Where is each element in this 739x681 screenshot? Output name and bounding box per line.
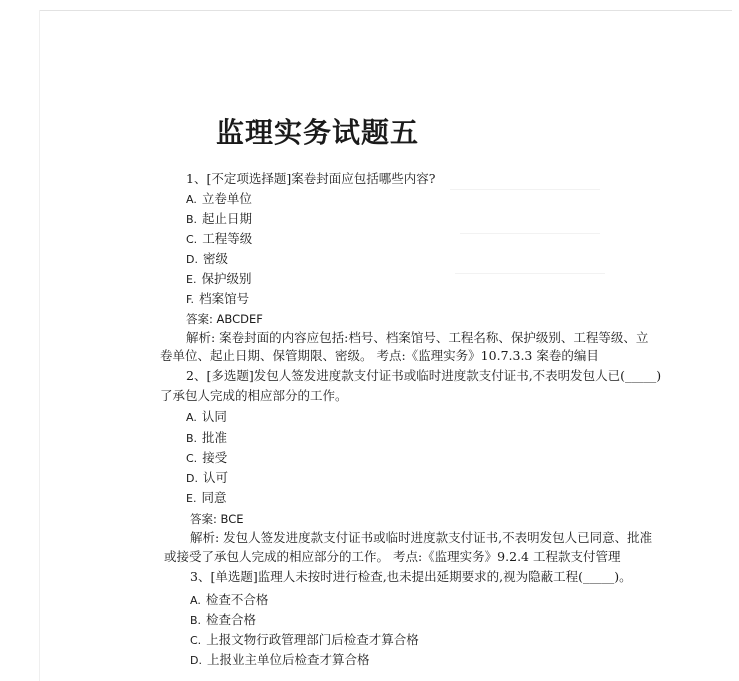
question-1-option-b: B. 起止日期 [186, 211, 253, 226]
question-3-option-b: B. 检查合格 [190, 612, 257, 627]
question-1-option-c: C. 工程等级 [186, 231, 253, 246]
question-1-analysis-cont: 卷单位、起止日期、保管期限、密级。 考点:《监理实务》10.7.3.3 案卷的编目 [160, 348, 599, 363]
question-1-stem: 1、[不定项选择题]案卷封面应包括哪些内容? [186, 171, 436, 186]
question-3-option-d: D. 上报业主单位后检查才算合格 [190, 652, 370, 667]
question-3-option-c: C. 上报文物行政管理部门后检查才算合格 [190, 632, 419, 647]
question-2-option-a: A. 认同 [186, 409, 227, 424]
question-2-analysis: 解析: 发包人签发进度款支付证书或临时进度款支付证书,不表明发包人已同意、批准 [190, 530, 653, 545]
question-1-analysis: 解析: 案卷封面的内容应包括:档号、档案馆号、工程名称、保护级别、工程等级、立 [186, 330, 649, 345]
question-1-answer: 答案: ABCDEF [186, 312, 263, 326]
scan-artifact [460, 233, 600, 234]
question-1-option-f: F. 档案馆号 [186, 291, 250, 306]
question-2-option-d: D. 认可 [186, 470, 228, 485]
question-2-option-e: E. 同意 [186, 490, 227, 505]
question-1-option-d: D. 密级 [186, 251, 228, 266]
scan-artifact [450, 189, 600, 190]
document-page [40, 10, 732, 681]
question-1-option-a: A. 立卷单位 [186, 191, 252, 206]
document-title: 监理实务试题五 [216, 116, 420, 149]
question-2-option-b: B. 批准 [186, 430, 228, 445]
question-3-stem: 3、[单选题]监理人未按时进行检查,也未提出延期要求的,视为隐蔽工程(_____)。 [190, 569, 632, 584]
question-2-option-c: C. 接受 [186, 450, 228, 465]
question-2-stem-cont: 了承包人完成的相应部分的工作。 [160, 388, 348, 403]
question-2-analysis-cont: 或接受了承包人完成的相应部分的工作。 考点:《监理实务》9.2.4 工程款支付管理 [164, 549, 621, 564]
question-3-option-a: A. 检查不合格 [190, 592, 269, 607]
question-2-stem: 2、[多选题]发包人签发进度款支付证书或临时进度款支付证书,不表明发包人已(_____) [186, 368, 662, 383]
question-1-option-e: E. 保护级别 [186, 271, 252, 286]
question-2-answer: 答案: BCE [190, 512, 244, 526]
scan-artifact [455, 273, 605, 274]
